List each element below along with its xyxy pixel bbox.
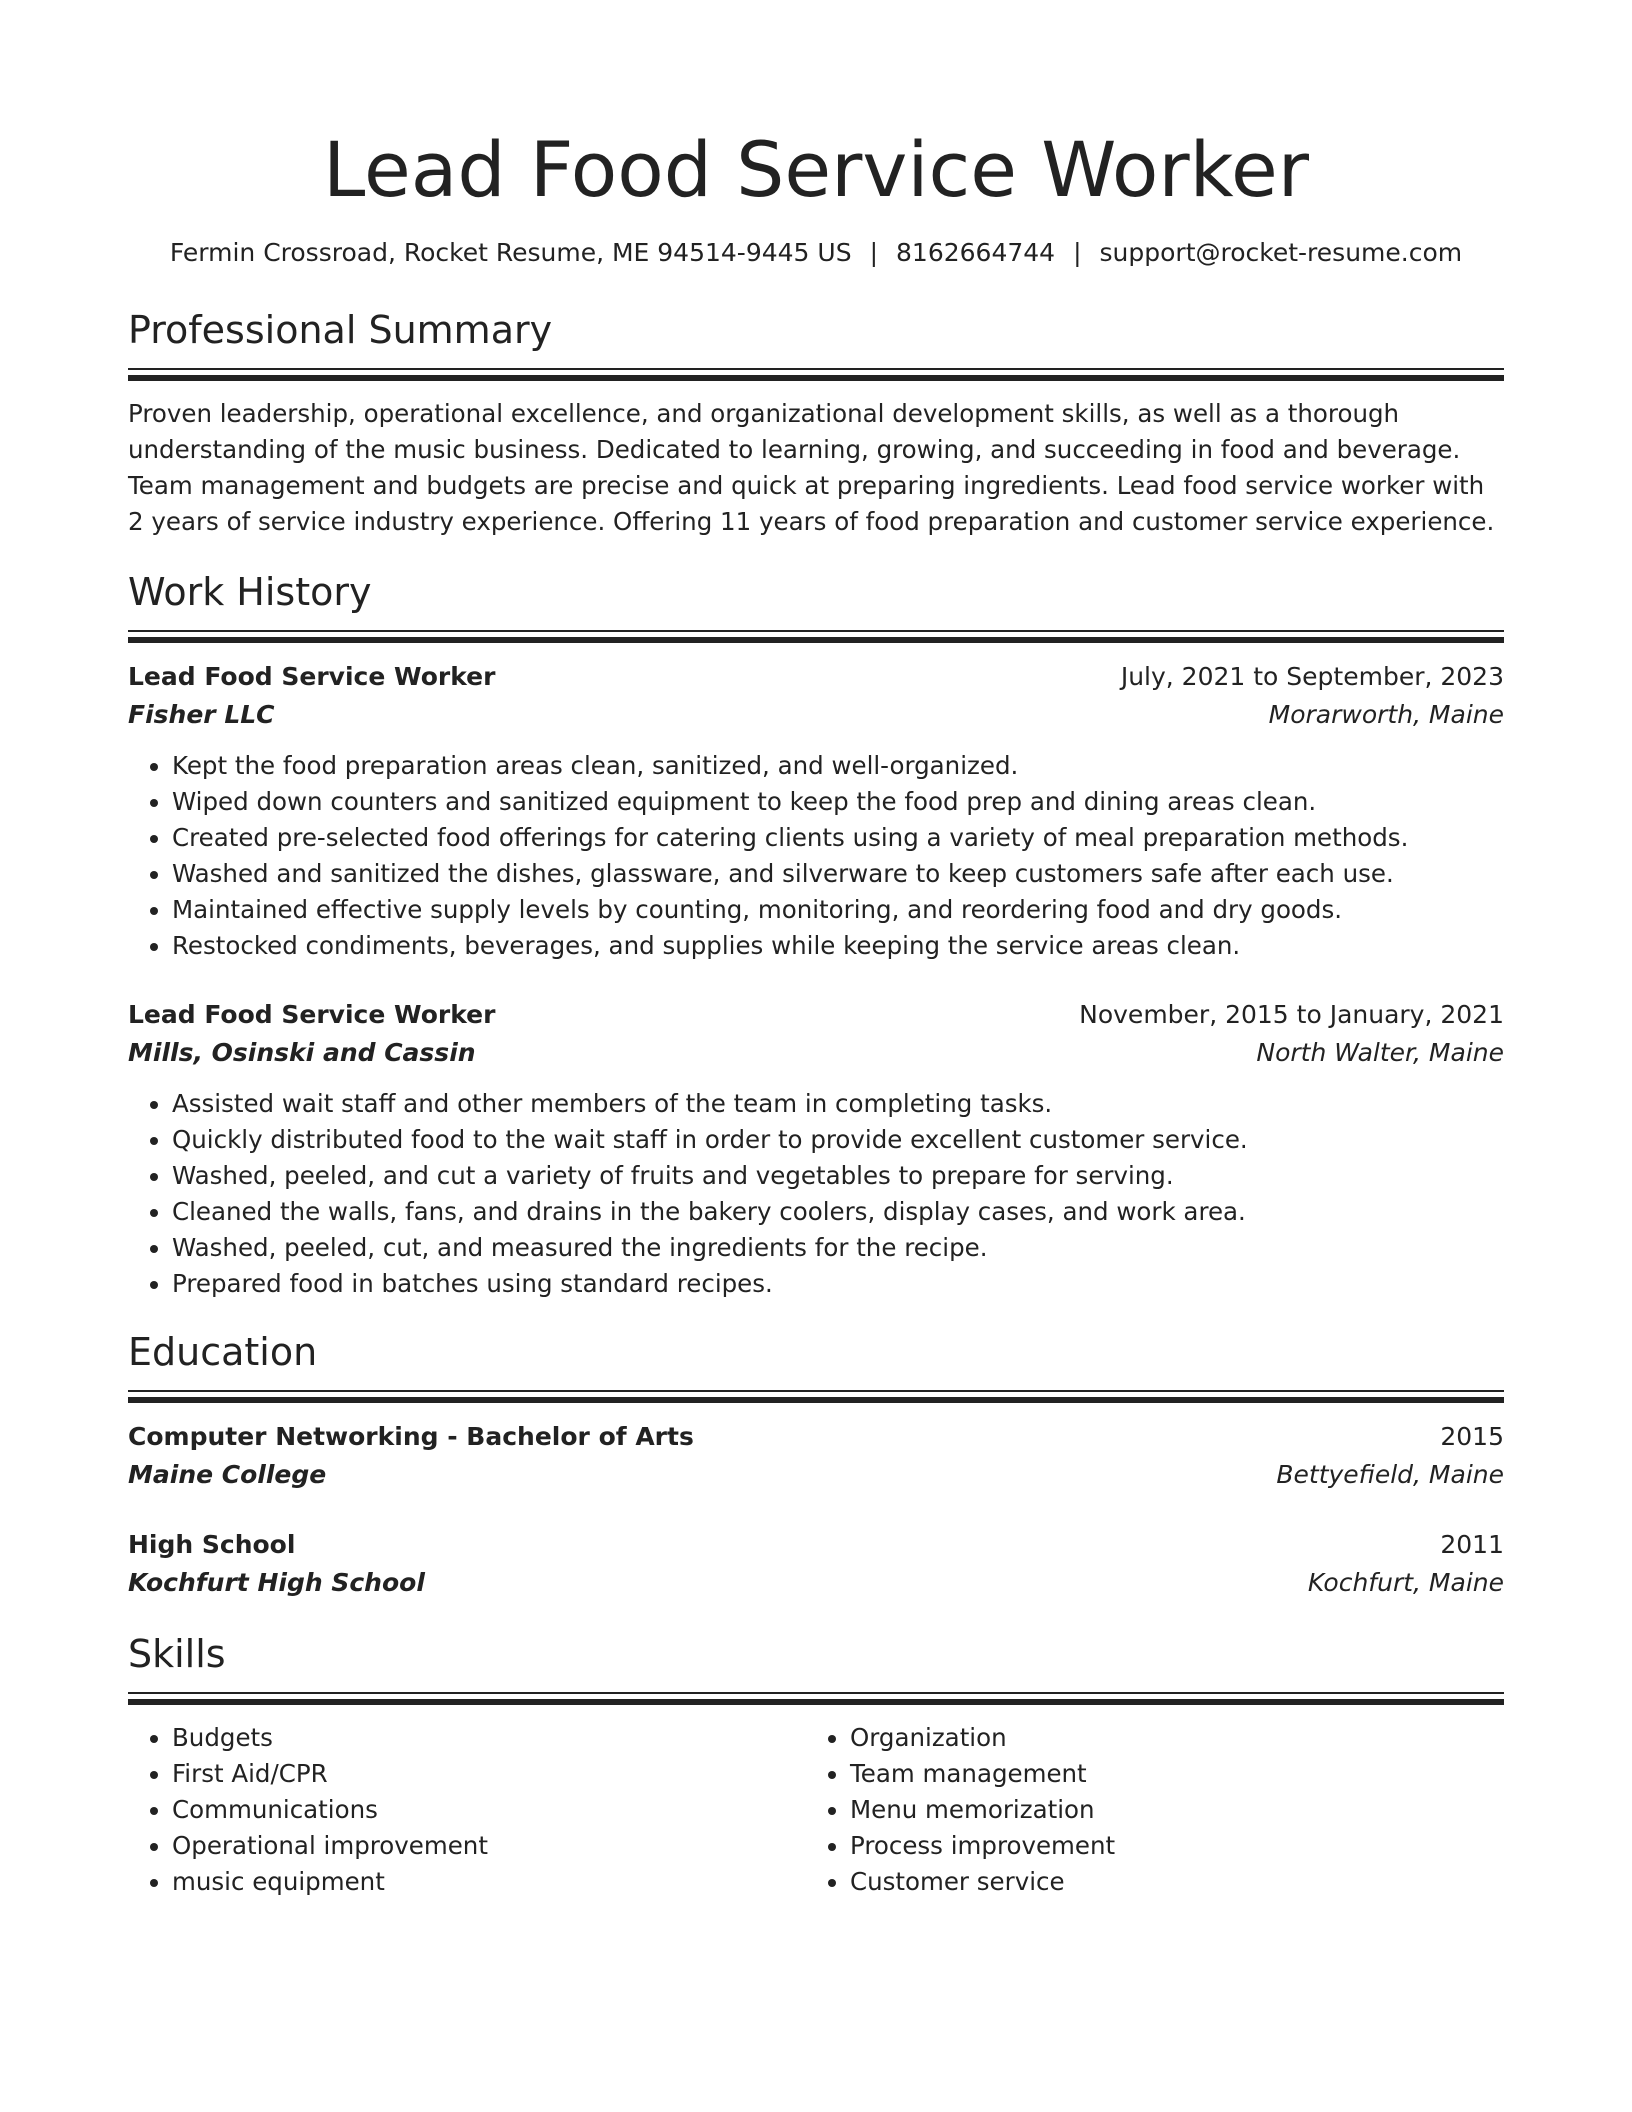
job-entry	[128, 996, 1504, 1302]
education-header	[128, 1418, 1504, 1456]
job-dates: July, 2021 to September, 2023	[1120, 662, 1504, 691]
job-dates: November, 2015 to January, 2021	[1079, 1000, 1504, 1029]
skill-item: • Organization	[850, 1720, 1484, 1756]
separator: |	[869, 238, 879, 267]
skill-item: • Budgets	[172, 1720, 806, 1756]
job-duties	[128, 1086, 1504, 1302]
email: support@rocket-resume.com	[1099, 238, 1463, 267]
list-item: • Kept the food preparation areas clean, sanitized, and well-organized.	[172, 748, 1504, 784]
list-item: • Quickly distributed food to the wait staff in order to provide excellent customer service.	[172, 1122, 1504, 1158]
section-rule	[128, 1390, 1504, 1400]
list-item: • Wiped down counters and sanitized equipment to keep the food prep and dining areas clean.	[172, 784, 1504, 820]
education-subheader	[128, 1564, 1504, 1602]
skill-item: • Team management	[850, 1756, 1484, 1792]
school-location: Bettyefield, Maine	[1276, 1460, 1504, 1489]
skill-item: • First Aid/CPR	[172, 1756, 806, 1792]
job-duties	[128, 748, 1504, 964]
job-location: North Walter, Maine	[1256, 1038, 1504, 1067]
list-item: • Cleaned the walls, fans, and drains in the bakery coolers, display cases, and work area.	[172, 1194, 1504, 1230]
school-name: Kochfurt High School	[128, 1568, 425, 1597]
section-rule	[128, 1692, 1504, 1702]
list-item: • Restocked condiments, beverages, and supplies while keeping the service areas clean.	[172, 928, 1504, 964]
skills-columns	[128, 1720, 1504, 1900]
education-entry	[128, 1418, 1504, 1494]
graduation-year: 2011	[1440, 1530, 1504, 1559]
job-title: Lead Food Service Worker	[128, 662, 496, 691]
list-item: • Washed and sanitized the dishes, glassware, and silverware to keep customers safe after each use.	[172, 856, 1504, 892]
section-heading: Skills	[128, 1632, 226, 1676]
phone: 8162664744	[896, 238, 1056, 267]
education-header	[128, 1526, 1504, 1564]
contact-line	[128, 236, 1504, 270]
skill-item: • Customer service	[850, 1864, 1484, 1900]
section-rule	[128, 630, 1504, 640]
degree: Computer Networking - Bachelor of Arts	[128, 1422, 694, 1451]
address: Fermin Crossroad, Rocket Resume, ME 94514-9445 US	[169, 238, 852, 267]
education-entry	[128, 1526, 1504, 1602]
list-item: • Maintained effective supply levels by counting, monitoring, and reordering food and dry goods.	[172, 892, 1504, 928]
summary-section	[128, 306, 1504, 540]
skill-item: • Communications	[172, 1792, 806, 1828]
job-entry	[128, 658, 1504, 964]
company-name: Mills, Osinski and Cassin	[128, 1038, 476, 1067]
skill-item: • Operational improvement	[172, 1828, 806, 1864]
job-location: Morarworth, Maine	[1268, 700, 1504, 729]
job-header	[128, 996, 1504, 1034]
degree: High School	[128, 1530, 296, 1559]
section-heading: Work History	[128, 570, 372, 614]
job-subheader	[128, 696, 1504, 734]
skills-list-left	[128, 1720, 806, 1900]
section-heading: Professional Summary	[128, 308, 553, 352]
job-header	[128, 658, 1504, 696]
company-name: Fisher LLC	[128, 700, 275, 729]
list-item: • Prepared food in batches using standard recipes.	[172, 1266, 1504, 1302]
list-item: • Created pre-selected food offerings for catering clients using a variety of meal preparation methods.	[172, 820, 1504, 856]
school-location: Kochfurt, Maine	[1307, 1568, 1504, 1597]
separator: |	[1073, 238, 1082, 267]
skills-section	[128, 1630, 1504, 1900]
list-item: • Washed, peeled, and cut a variety of fruits and vegetables to prepare for serving.	[172, 1158, 1504, 1194]
graduation-year: 2015	[1440, 1422, 1504, 1451]
list-item: • Assisted wait staff and other members of the team in completing tasks.	[172, 1086, 1504, 1122]
candidate-name: Lead Food Service Worker	[323, 125, 1309, 214]
resume-page	[128, 0, 1504, 1900]
list-item: • Washed, peeled, cut, and measured the ingredients for the recipe.	[172, 1230, 1504, 1266]
section-heading: Education	[128, 1330, 318, 1374]
skill-item: • Process improvement	[850, 1828, 1484, 1864]
section-rule	[128, 368, 1504, 378]
work-history-section	[128, 568, 1504, 1302]
education-section	[128, 1328, 1504, 1602]
summary-text: Proven leadership, operational excellence, and organizational development skills, as well as a thorough understanding of the music business. Dedicated to learning, growing, and succeeding in food and beverage. Team management and budgets are precise and quick at preparing ingredients. Lead food service worker with 2 years of service industry experience. Offering 11 years of food preparation and customer service experience.	[128, 399, 1495, 536]
school-name: Maine College	[128, 1460, 327, 1489]
skills-list-right	[806, 1720, 1484, 1900]
job-title: Lead Food Service Worker	[128, 1000, 496, 1029]
skill-item: • Menu memorization	[850, 1792, 1484, 1828]
job-subheader	[128, 1034, 1504, 1072]
education-subheader	[128, 1456, 1504, 1494]
skill-item: • music equipment	[172, 1864, 806, 1900]
